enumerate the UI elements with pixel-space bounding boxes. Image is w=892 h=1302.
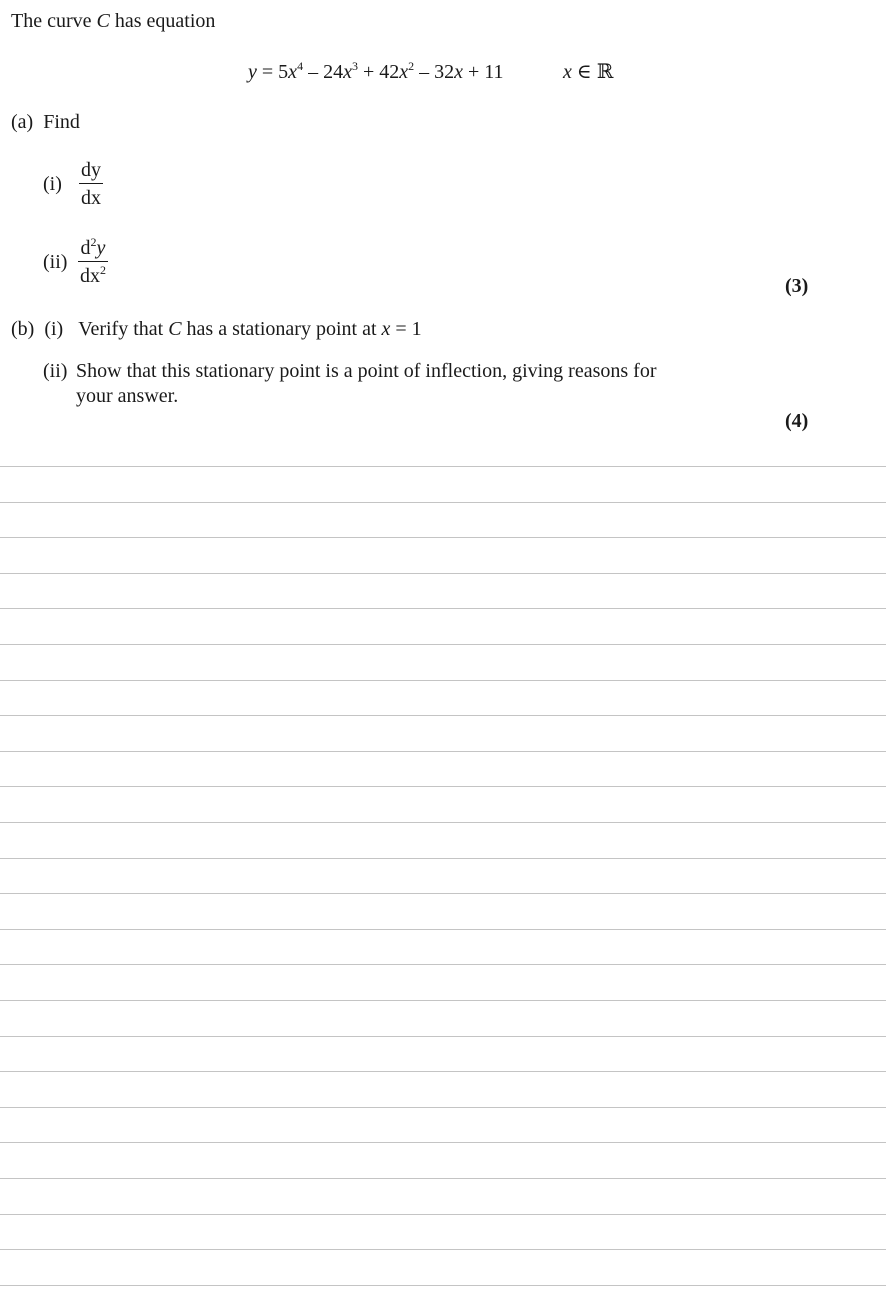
part-b-i-var-c: C [168, 318, 182, 340]
part-b-ii-line2: your answer. [76, 385, 179, 407]
intro-suffix: has equation [109, 10, 216, 32]
eq-x2: x [343, 61, 352, 83]
part-a-ii-label: (ii) [43, 251, 68, 273]
eq-part2: – 24 [303, 61, 344, 83]
part-b-i-label: (i) [44, 318, 64, 340]
answer-line [0, 608, 886, 609]
answer-line [0, 1000, 886, 1001]
eq-x1: x [288, 61, 298, 83]
answer-line [0, 1142, 886, 1143]
eq-y: y [248, 61, 257, 83]
answer-line [0, 786, 886, 787]
num-exp: 2 [90, 235, 97, 249]
part-b-ii-line1: Show that this stationary point is a point of inflection, giving reasons for [76, 360, 657, 382]
eq-exp4: 4 [297, 59, 304, 73]
curve-variable: C [96, 10, 110, 32]
eq-x3: x [399, 61, 409, 83]
answer-line [0, 858, 886, 859]
answer-line [0, 715, 886, 716]
eq-part5: + 11 [463, 61, 504, 83]
part-b-i-prefix: Verify that [78, 318, 169, 340]
answer-line [0, 537, 886, 538]
answer-line [0, 573, 886, 574]
frac-numerator: dy [81, 159, 101, 181]
part-a-marks: (3) [785, 275, 809, 297]
eq-exp3: 3 [351, 59, 358, 73]
eq-x4: x [454, 61, 464, 83]
answer-line [0, 822, 886, 823]
answer-line [0, 502, 886, 503]
answer-line [0, 466, 886, 467]
domain-x: x [563, 61, 572, 83]
answer-line [0, 1249, 886, 1250]
part-b-i-end: = 1 [390, 318, 422, 340]
intro-prefix: The curve [11, 10, 97, 32]
eq-exp2: 2 [408, 59, 415, 73]
answer-line [0, 680, 886, 681]
den-exp: 2 [100, 263, 106, 277]
eq-part4: – 32 [414, 61, 455, 83]
eq-part3: + 42 [357, 61, 400, 83]
num-y: y [96, 237, 106, 259]
part-b-i-mid: has a stationary point at [181, 318, 382, 340]
answer-line [0, 929, 886, 930]
part-b-ii-label: (ii) [43, 360, 68, 382]
answer-line [0, 1071, 886, 1072]
answer-line [0, 1285, 886, 1286]
domain-rest: ∈ ℝ [571, 61, 614, 83]
answer-line [0, 893, 886, 894]
answer-line [0, 1214, 886, 1215]
answer-line [0, 1107, 886, 1108]
den-dx: dx [80, 265, 100, 287]
part-b-letter: (b) [11, 318, 35, 340]
answer-line [0, 644, 886, 645]
num-d: d [80, 237, 91, 259]
part-a-letter: (a) [11, 111, 34, 133]
part-a-i-label: (i) [43, 173, 62, 195]
answer-line [0, 964, 886, 965]
answer-line [0, 751, 886, 752]
eq-part1: = 5 [256, 61, 289, 83]
part-b-i-var-x: x [381, 318, 391, 340]
answer-line [0, 1036, 886, 1037]
frac-denominator: dx [79, 183, 103, 208]
part-b-marks: (4) [785, 410, 809, 432]
part-a-text: Find [43, 111, 80, 133]
answer-line [0, 1178, 886, 1179]
